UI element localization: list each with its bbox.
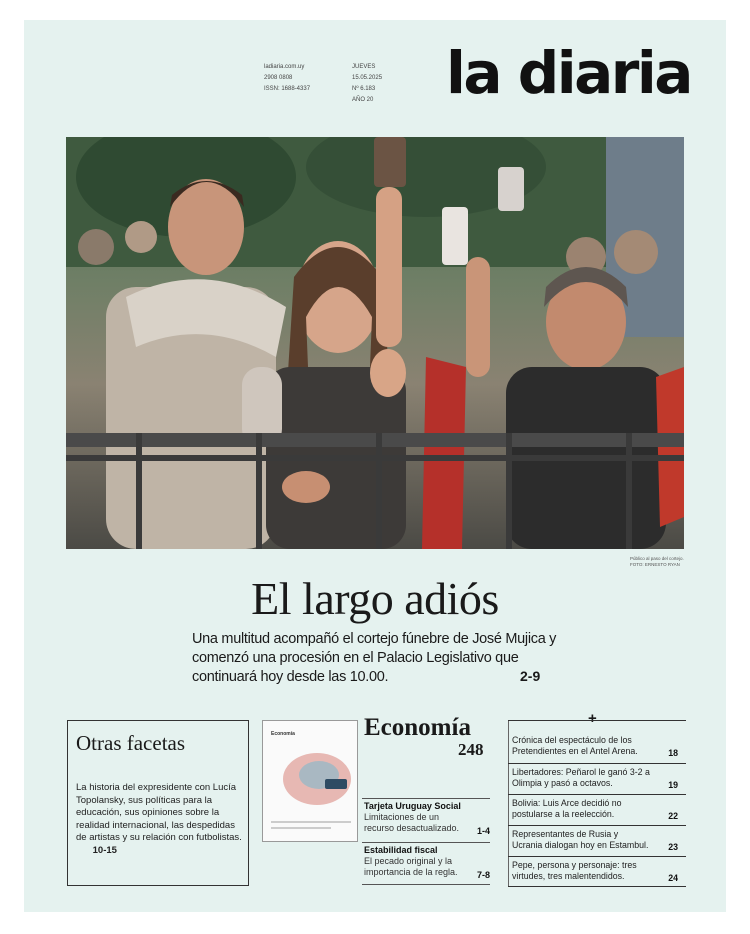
brief-item[interactable]	[512, 798, 680, 822]
otras-facetas-pages: 10-15	[92, 844, 117, 856]
economia-item-pages: 7-8	[476, 870, 490, 880]
masthead-weekday: JUEVES	[352, 64, 376, 70]
briefs-divider	[508, 856, 686, 857]
brief-item-page: 24	[668, 873, 678, 883]
plus-icon: +	[588, 710, 597, 727]
brief-item[interactable]	[512, 829, 680, 853]
brief-item-text: Bolivia: Luis Arce decidió no postularse a la reelección.	[512, 798, 622, 819]
lead-page-reference: 2-9	[520, 668, 541, 684]
brief-item-text: Crónica del espectáculo de los Pretendientes en el Antel Arena.	[512, 735, 638, 756]
economia-item[interactable]	[364, 845, 490, 881]
economia-item-text: El pecado original y la importancia de la regla.	[364, 856, 458, 877]
newspaper-logo[interactable]: la diaria	[446, 39, 691, 107]
otras-facetas-body: La historia del expresidente con Lucía Topolansky, sus políticas para la educación, sus opiniones sobre la realidad internacional, las despedidas de artistas y su relación con futbolistas.	[76, 782, 242, 844]
brief-item-page: 22	[668, 811, 678, 821]
brief-item-text: Libertadores: Peñarol le ganó 3-2 a Olimpia y pasó a octavos.	[512, 767, 650, 788]
economia-item-heading: Tarjeta Uruguay Social	[364, 801, 461, 811]
economia-cover-label: Economía	[271, 731, 295, 737]
briefs-column-rule	[508, 720, 509, 886]
economia-issue-number: 248	[458, 740, 484, 759]
economia-divider	[362, 884, 490, 885]
masthead-issue-info	[352, 62, 382, 106]
otras-facetas-title: Otras facetas	[76, 731, 186, 755]
economia-divider	[362, 798, 490, 799]
crowd-photo-illustration	[66, 137, 684, 549]
economia-cover-illustration	[263, 721, 359, 843]
masthead-contact	[264, 62, 310, 95]
brief-item-text: Representantes de Rusia y Ucrania dialogan hoy en Estambul.	[512, 829, 649, 850]
brief-item-text: Pepe, persona y personaje: tres virtudes, tres malentendidos.	[512, 860, 637, 881]
briefs-divider	[508, 825, 686, 826]
economia-item[interactable]	[364, 801, 490, 837]
otras-facetas-box[interactable]	[67, 720, 249, 886]
lead-summary: Una multitud acompañó el cortejo fúnebre de José Mujica y comenzó una procesión en el Palacio Legislativo que continuará hoy desde las 10.00.	[192, 631, 557, 685]
briefs-divider	[508, 794, 686, 795]
otras-facetas-text	[76, 782, 242, 858]
masthead-website[interactable]: ladiaria.com.uy	[264, 64, 305, 70]
briefs-divider	[508, 763, 686, 764]
masthead-date: 15.05.2025	[352, 75, 383, 81]
economia-divider	[362, 842, 490, 843]
brief-item[interactable]	[512, 767, 680, 791]
masthead-phone: 2908 0808	[264, 75, 293, 81]
masthead-year: AÑO 20	[352, 97, 374, 103]
lead-headline[interactable]: El largo adiós	[251, 573, 499, 624]
brief-item[interactable]	[512, 735, 680, 759]
economia-item-text: Limitaciones de un recurso desactualizado.	[364, 812, 460, 833]
masthead-issue-number: Nº 6.183	[352, 86, 376, 92]
brief-item-page: 18	[668, 748, 678, 758]
brief-item[interactable]	[512, 860, 680, 884]
masthead-issn: ISSN: 1688-4337	[264, 86, 311, 92]
economia-title[interactable]: Economía	[364, 714, 471, 741]
lead-photo[interactable]	[66, 137, 684, 549]
brief-item-page: 19	[668, 780, 678, 790]
briefs-divider	[508, 720, 686, 721]
newspaper-front-page	[24, 20, 726, 912]
photo-credit	[630, 556, 700, 568]
economia-item-heading: Estabilidad fiscal	[364, 845, 438, 855]
brief-item-page: 23	[668, 842, 678, 852]
economia-item-pages: 1-4	[476, 826, 490, 836]
economia-supplement-cover[interactable]	[262, 720, 358, 842]
photo-credit-line: FOTO: ERNESTO RYAN	[630, 562, 680, 567]
briefs-divider	[508, 886, 686, 887]
photo-caption: Público al paso del cortejo.	[630, 556, 684, 561]
